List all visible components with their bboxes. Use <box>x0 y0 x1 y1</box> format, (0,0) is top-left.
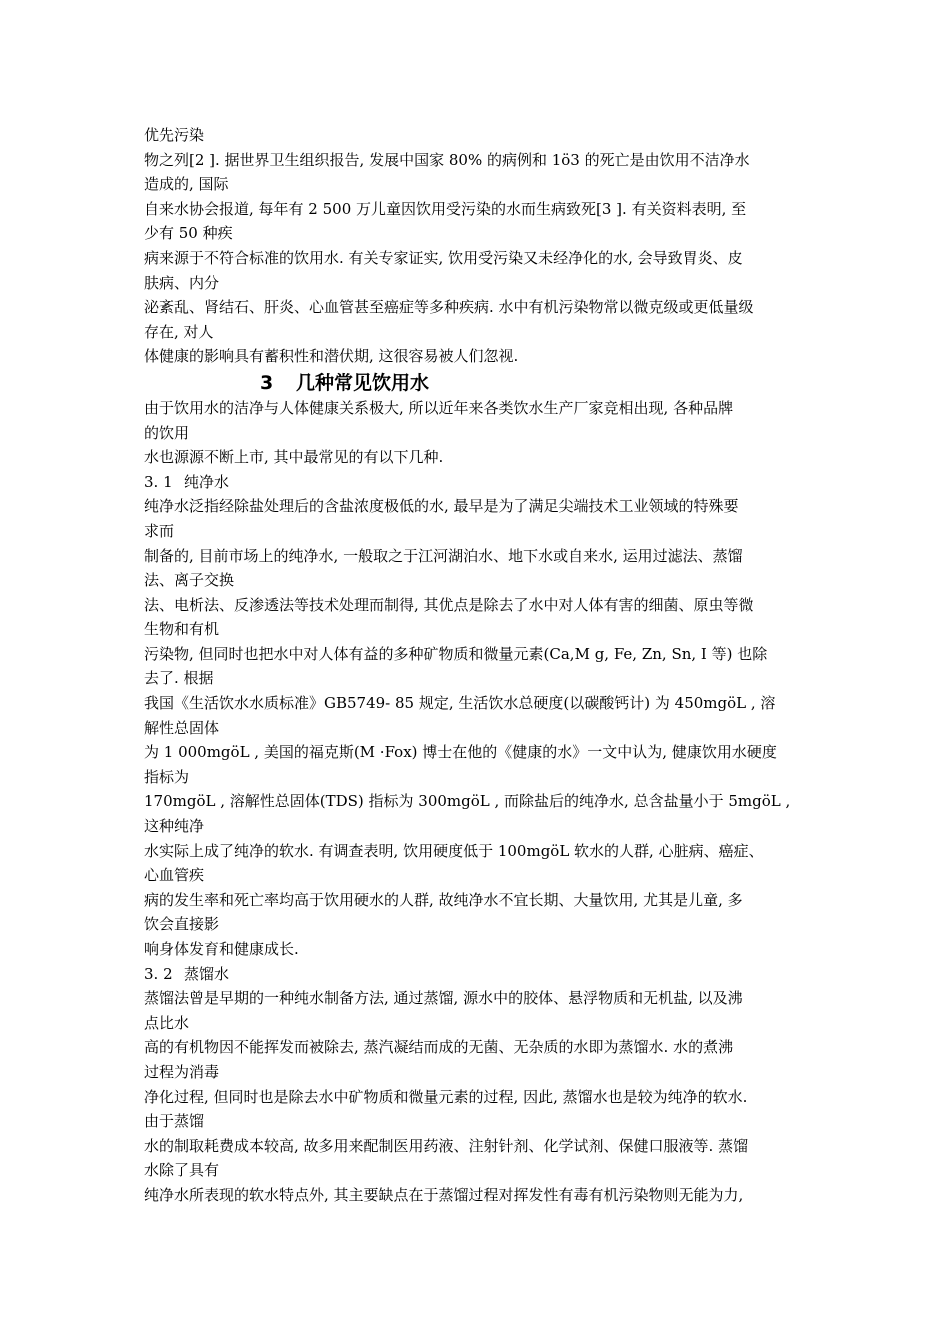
text-line: 肤病、内分 <box>144 273 220 292</box>
subsection-number: 3. 1 <box>144 472 173 491</box>
subsection-title: 蒸馏水 <box>184 964 230 983</box>
paragraph-3-1 <box>144 494 814 961</box>
text-line: 纯净水所表现的软水特点外, 其主要缺点在于蒸馏过程对挥发性有毒有机污染物则无能为力, <box>144 1185 744 1204</box>
text-line: 泌紊乱、肾结石、肝炎、心血管甚至癌症等多种疾病. 水中有机污染物常以微克级或更低量级 <box>144 298 754 317</box>
section-number: 3 <box>260 371 274 394</box>
text-line: 水也源源不断上市, 其中最常见的有以下几种. <box>144 448 444 467</box>
text-line: 点比水 <box>144 1013 190 1032</box>
text-line: 水实际上成了纯净的软水. 有调查表明, 饮用硬度低于 100mgöL 软水的人群, 心脏病、癌症、 <box>144 841 764 860</box>
text-line: 170mgöL , 溶解性总固体(TDS) 指标为 300mgöL , 而除盐后的纯净水, 总含盐量小于 5mgöL , <box>144 792 791 811</box>
paragraph-3-2 <box>144 986 814 1207</box>
text-line: 物之列[2 ]. 据世界卫生组织报告, 发展中国家 80% 的病例和 1ö3 的死亡是由饮用不洁净水 <box>144 150 750 169</box>
text-line: 造成的, 国际 <box>144 175 229 194</box>
text-line: 病来源于不符合标准的饮用水. 有关专家证实, 饮用受污染又未经净化的水, 会导致胃炎、皮 <box>144 248 743 267</box>
text-line: 纯净水泛指经除盐处理后的含盐浓度极低的水, 最早是为了满足尖端技术工业领域的特殊要 <box>144 497 739 516</box>
subsection-heading-3-1 <box>144 470 814 495</box>
section-title: 几种常见饮用水 <box>296 371 430 394</box>
text-line: 蒸馏法曾是早期的一种纯水制备方法, 通过蒸馏, 源水中的胶体、悬浮物质和无机盐, 以及沸 <box>144 989 743 1008</box>
text-line: 生物和有机 <box>144 620 220 639</box>
text-line: 少有 50 种疾 <box>144 224 233 243</box>
text-line: 制备的, 目前市场上的纯净水, 一般取之于江河湖泊水、地下水或自来水, 运用过滤法、蒸馏 <box>144 546 743 565</box>
text-line: 响身体发育和健康成长. <box>144 940 299 958</box>
text-line: 心血管疾 <box>144 866 205 885</box>
text-line: 求而 <box>144 521 175 540</box>
text-line: 为 1 000mgöL , 美国的福克斯(M ·Fox) 博士在他的《健康的水》一文中认为, 健康饮用水硬度 <box>144 743 777 762</box>
text-line: 净化过程, 但同时也是除去水中矿物质和微量元素的过程, 因此, 蒸馏水也是较为纯净的软水. <box>144 1087 748 1106</box>
subsection-number: 3. 2 <box>144 964 173 983</box>
section-heading <box>144 370 814 396</box>
text-line: 优先污染 <box>144 126 205 144</box>
document-body <box>144 123 814 1208</box>
text-line: 解性总固体 <box>144 718 220 737</box>
text-line: 这种纯净 <box>144 817 205 836</box>
text-line: 污染物, 但同时也把水中对人体有益的多种矿物质和微量元素(Ca,M g, Fe, Zn, Sn, I 等) 也除 <box>144 644 768 663</box>
paragraph-section-3 <box>144 396 814 470</box>
text-line: 水的制取耗费成本较高, 故多用来配制医用药液、注射针剂、化学试剂、保健口服液等. 蒸馏 <box>144 1136 749 1155</box>
text-line: 高的有机物因不能挥发而被除去, 蒸汽凝结而成的无菌、无杂质的水即为蒸馏水. 水的煮沸 <box>144 1038 734 1057</box>
text-line: 由于蒸馏 <box>144 1112 205 1131</box>
text-line: 法、电析法、反渗透法等技术处理而制得, 其优点是除去了水中对人体有害的细菌、原虫等微 <box>144 595 754 614</box>
paragraph-intro <box>144 123 814 369</box>
text-line: 去了. 根据 <box>144 669 214 688</box>
subsection-title: 纯净水 <box>184 472 230 491</box>
text-line: 的饮用 <box>144 423 190 442</box>
text-line: 饮会直接影 <box>144 915 220 934</box>
text-line: 由于饮用水的洁净与人体健康关系极大, 所以近年来各类饮水生产厂家竞相出现, 各种品牌 <box>144 398 734 417</box>
text-line: 病的发生率和死亡率均高于饮用硬水的人群, 故纯净水不宜长期、大量饮用, 尤其是儿童, 多 <box>144 890 743 909</box>
text-line: 存在, 对人 <box>144 322 214 341</box>
text-line: 我国《生活饮水水质标准》GB5749- 85 规定, 生活饮水总硬度(以碳酸钙计) 为 450mgöL , 溶 <box>144 694 776 713</box>
subsection-heading-3-2 <box>144 962 814 987</box>
text-line: 自来水协会报道, 每年有 2 500 万儿童因饮用受污染的水而生病致死[3 ]. 有关资料表明, 至 <box>144 199 747 218</box>
text-line: 体健康的影响具有蓄积性和潜伏期, 这很容易被人们忽视. <box>144 347 519 366</box>
text-line: 过程为消毒 <box>144 1062 220 1081</box>
text-line: 指标为 <box>144 767 190 786</box>
text-line: 法、离子交换 <box>144 571 235 590</box>
text-line: 水除了具有 <box>144 1161 220 1180</box>
